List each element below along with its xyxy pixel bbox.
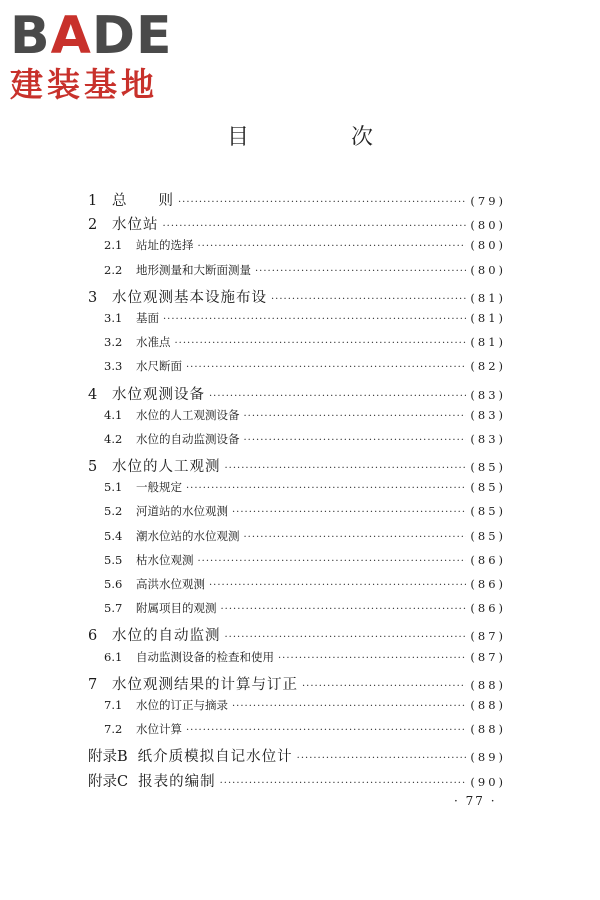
toc-leader-dots bbox=[232, 701, 466, 712]
toc-entry[interactable] bbox=[88, 600, 506, 624]
toc-leader-dots bbox=[186, 483, 466, 494]
toc-entry[interactable] bbox=[88, 262, 506, 286]
toc-entry-label: 一般规定 bbox=[136, 480, 182, 495]
toc-entry-number: 3.3 bbox=[104, 359, 123, 374]
toc-entry[interactable] bbox=[88, 407, 506, 431]
toc-entry-page: (88) bbox=[470, 697, 506, 712]
toc-entry-number: 7.1 bbox=[104, 697, 123, 712]
toc-entry-page: (79) bbox=[470, 194, 506, 208]
toc-entry-label: 水位观测设备 bbox=[112, 386, 205, 403]
toc-entry-label: 水位观测结果的计算与订正 bbox=[112, 676, 298, 693]
toc-entry-number: 7.2 bbox=[104, 722, 123, 737]
toc-entry[interactable] bbox=[88, 189, 506, 213]
toc-entry-page: (90) bbox=[470, 774, 506, 789]
toc-entry-number: 7 bbox=[88, 676, 98, 693]
toc-entry-page: (81) bbox=[470, 335, 506, 350]
toc-entry-number: 6 bbox=[88, 628, 98, 645]
toc-entry-number: 3.1 bbox=[104, 310, 123, 325]
toc-leader-dots bbox=[244, 411, 467, 422]
toc-entry[interactable] bbox=[88, 479, 506, 503]
toc-entry-page: (83) bbox=[470, 387, 506, 402]
toc-entry[interactable] bbox=[88, 286, 506, 310]
toc-leader-dots bbox=[220, 778, 467, 789]
toc-entry-label: 河道站的水位观测 bbox=[136, 504, 228, 519]
toc-entry-page: (85) bbox=[470, 528, 506, 543]
toc-entry-number: 2 bbox=[88, 217, 98, 234]
toc-entry-label: 水准点 bbox=[136, 335, 171, 350]
toc-entry[interactable] bbox=[88, 528, 506, 552]
toc-entry-number: 4 bbox=[88, 386, 98, 403]
toc-entry-number: 5.2 bbox=[104, 504, 123, 519]
toc-entry-page: (82) bbox=[470, 359, 506, 374]
toc-leader-dots bbox=[244, 532, 467, 543]
toc-entry[interactable] bbox=[88, 503, 506, 527]
toc-leader-dots bbox=[209, 391, 466, 402]
toc-entry[interactable] bbox=[88, 552, 506, 576]
toc-entry-page: (85) bbox=[470, 460, 506, 475]
toc-entry[interactable] bbox=[88, 383, 506, 407]
table-of-contents bbox=[88, 189, 506, 794]
toc-entry-page: (80) bbox=[470, 218, 506, 233]
toc-entry-label: 报表的编制 bbox=[138, 773, 216, 790]
toc-entry[interactable] bbox=[88, 431, 506, 455]
toc-leader-dots bbox=[225, 463, 467, 474]
toc-entry-page: (80) bbox=[470, 262, 506, 277]
toc-entry[interactable] bbox=[88, 213, 506, 237]
toc-entry-page: (88) bbox=[470, 677, 506, 692]
toc-entry-page: (83) bbox=[470, 431, 506, 446]
toc-entry-label: 枯水位观测 bbox=[136, 552, 194, 567]
toc-entry-number: 3 bbox=[88, 289, 98, 306]
toc-entry-page: (87) bbox=[470, 649, 506, 664]
toc-entry-label: 水位观测基本设施布设 bbox=[112, 289, 267, 306]
toc-entry[interactable] bbox=[88, 770, 506, 794]
toc-leader-dots bbox=[297, 753, 467, 764]
toc-leader-dots bbox=[209, 580, 466, 591]
toc-entry-label: 基面 bbox=[136, 310, 159, 325]
logo-subtitle: 建装基地 bbox=[10, 65, 158, 104]
toc-entry[interactable] bbox=[88, 721, 506, 745]
toc-entry-label: 纸介质模拟自记水位计 bbox=[137, 749, 293, 766]
toc-entry[interactable] bbox=[88, 745, 506, 769]
toc-entry-number: 4.1 bbox=[104, 407, 123, 422]
toc-leader-dots bbox=[178, 197, 466, 208]
toc-entry-label: 地形测量和大断面测量 bbox=[136, 262, 251, 277]
toc-leader-dots bbox=[198, 241, 467, 252]
toc-leader-dots bbox=[271, 294, 466, 305]
toc-entry-label: 水位的订正与摘录 bbox=[136, 697, 228, 712]
toc-entry-number: 5.7 bbox=[104, 601, 123, 616]
toc-entry-page: (86) bbox=[470, 577, 506, 591]
toc-entry[interactable] bbox=[88, 624, 506, 648]
toc-leader-dots bbox=[244, 435, 467, 446]
toc-entry-page: (83) bbox=[470, 407, 506, 422]
toc-entry-label: 站址的选择 bbox=[136, 238, 194, 253]
toc-entry-number: 6.1 bbox=[104, 649, 123, 664]
toc-entry-page: (89) bbox=[470, 750, 506, 765]
page-title: 目 次 bbox=[226, 125, 413, 150]
toc-entry[interactable] bbox=[88, 455, 506, 479]
toc-entry[interactable] bbox=[88, 673, 506, 697]
toc-entry-page: (87) bbox=[470, 629, 506, 644]
toc-leader-dots bbox=[186, 362, 466, 373]
toc-entry-number: 3.2 bbox=[104, 335, 123, 350]
toc-entry-page: (86) bbox=[470, 601, 506, 616]
toc-leader-dots bbox=[255, 266, 466, 277]
toc-entry-label: 水位的人工观测设备 bbox=[136, 407, 240, 422]
toc-leader-dots bbox=[198, 556, 467, 567]
toc-entry-number: 5 bbox=[88, 459, 98, 476]
toc-entry-page: (81) bbox=[470, 310, 506, 325]
toc-entry-page: (80) bbox=[470, 238, 506, 253]
toc-leader-dots bbox=[232, 507, 466, 518]
toc-leader-dots bbox=[175, 338, 467, 349]
toc-entry-number: 5.5 bbox=[104, 552, 123, 567]
toc-entry-number: 附录C bbox=[88, 773, 129, 790]
page-number: · 77 · bbox=[454, 794, 497, 808]
toc-entry[interactable] bbox=[88, 358, 506, 382]
toc-leader-dots bbox=[225, 632, 467, 643]
toc-leader-dots bbox=[186, 725, 466, 736]
toc-entry-label: 高洪水位观测 bbox=[136, 577, 205, 591]
toc-entry[interactable] bbox=[88, 237, 506, 261]
toc-entry-label: 潮水位站的水位观测 bbox=[136, 528, 240, 543]
toc-entry-label: 水位的自动监测 bbox=[112, 628, 221, 645]
toc-entry-number: 5.6 bbox=[104, 577, 123, 591]
toc-entry-page: (81) bbox=[470, 290, 506, 305]
toc-entry[interactable] bbox=[88, 310, 506, 334]
toc-entry[interactable] bbox=[88, 697, 506, 721]
toc-entry-number: 附录B bbox=[88, 749, 128, 766]
bade-logo bbox=[10, 8, 180, 104]
toc-entry-label: 水尺断面 bbox=[136, 359, 182, 374]
toc-entry-number: 2.1 bbox=[104, 238, 123, 253]
toc-entry-page: (85) bbox=[470, 504, 506, 519]
logo-wordmark: BADE bbox=[10, 6, 173, 66]
toc-entry[interactable] bbox=[88, 576, 506, 600]
toc-entry-label: 水位的自动监测设备 bbox=[136, 431, 240, 446]
toc-entry-label: 水位站 bbox=[112, 217, 159, 234]
toc-entry-page: (86) bbox=[470, 552, 506, 567]
toc-entry-page: (85) bbox=[470, 480, 506, 495]
toc-entry-label: 总 则 bbox=[112, 193, 174, 209]
toc-entry-page: (88) bbox=[470, 722, 506, 737]
toc-leader-dots bbox=[221, 604, 467, 615]
toc-leader-dots bbox=[278, 653, 466, 664]
toc-entry-number: 4.2 bbox=[104, 431, 123, 446]
toc-leader-dots bbox=[302, 681, 466, 692]
toc-entry-label: 附属项目的观测 bbox=[136, 601, 217, 616]
toc-entry-label: 自动监测设备的检查和使用 bbox=[136, 649, 274, 664]
toc-entry-number: 5.1 bbox=[104, 480, 123, 495]
toc-entry-number: 1 bbox=[88, 193, 98, 209]
toc-entry[interactable] bbox=[88, 649, 506, 673]
toc-entry-number: 2.2 bbox=[104, 262, 123, 277]
toc-entry-label: 水位计算 bbox=[136, 722, 182, 737]
toc-entry[interactable] bbox=[88, 334, 506, 358]
toc-entry-number: 5.4 bbox=[104, 528, 123, 543]
toc-entry-label: 水位的人工观测 bbox=[112, 459, 221, 476]
toc-leader-dots bbox=[163, 314, 466, 325]
toc-leader-dots bbox=[163, 221, 467, 232]
